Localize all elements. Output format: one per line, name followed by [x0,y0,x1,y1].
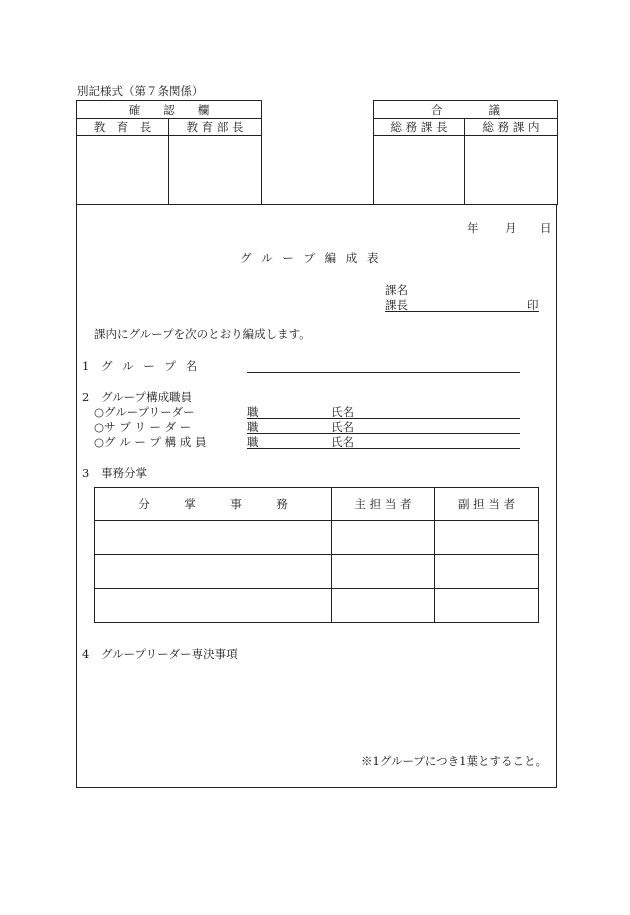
approval-seal-cell[interactable] [77,136,169,205]
duties-cell[interactable] [95,589,332,623]
item1-number: 1 [82,359,90,373]
position-label: 職 [247,435,259,449]
date-month: 月 [505,221,517,235]
position-label: 職 [247,420,259,434]
duties-cell[interactable] [332,521,435,555]
duties-cell[interactable] [332,589,435,623]
item2-label: グループ構成職員 [101,390,193,404]
seal-label: 印 [527,298,539,312]
duties-header-secondary: 副 担 当 者 [435,488,539,521]
duties-table [94,487,539,623]
group-name-line[interactable] [247,372,520,373]
section-name-label: 課名 [385,283,408,297]
role-member: ○グ ル ー プ 構 成 員 [94,435,207,449]
date-day: 日 [540,221,552,235]
approval-col-superintendent: 教 育 長 [77,119,169,136]
duties-cell[interactable] [95,521,332,555]
name-label: 氏名 [331,405,354,419]
approval-col-division-head: 教 育 部 長 [169,119,262,136]
consultation-table [373,100,558,205]
consultation-heading: 合 議 [374,101,558,119]
member-entry-line[interactable] [247,448,520,449]
approval-table [76,100,262,205]
role-subleader: ○サ ブ リ ー ダ ー [94,420,192,434]
duties-cell[interactable] [332,555,435,589]
section-chief-label: 課長 [385,298,408,312]
chief-signature-line[interactable] [385,311,539,312]
intro-text: 課内にグループを次のとおり編成します。 [94,327,311,341]
form-label: 別記様式（第７条関係） [77,84,204,98]
approval-heading: 確 認 欄 [77,101,262,119]
name-label: 氏名 [331,420,354,434]
duties-cell[interactable] [95,555,332,589]
consultation-col-staff: 総 務 課 内 [465,119,558,136]
form-title: グ ル ー プ 編 成 表 [240,251,379,265]
position-label: 職 [247,405,259,419]
consultation-seal-cell[interactable] [374,136,465,205]
subleader-entry-line[interactable] [247,433,520,434]
duties-cell[interactable] [435,589,539,623]
item3-number: 3 [82,466,90,480]
date-year: 年 [467,221,479,235]
duties-header-primary: 主 担 当 者 [332,488,435,521]
item3-label: 事務分掌 [101,466,147,480]
item4-number: 4 [82,647,90,661]
item2-number: 2 [82,390,90,404]
item4-label: グループリーダー専決事項 [101,647,238,661]
item1-label: グ ル ー プ 名 [101,359,198,373]
duties-header-tasks: 分 掌 事 務 [95,488,332,521]
duties-cell[interactable] [435,521,539,555]
role-leader: ○グループリーダー [94,405,195,419]
name-label: 氏名 [331,435,354,449]
footnote: ※1グループにつき1葉とすること。 [361,754,547,768]
leader-entry-line[interactable] [247,418,520,419]
consultation-seal-cell[interactable] [465,136,558,205]
consultation-col-chief: 総 務 課 長 [374,119,465,136]
approval-seal-cell[interactable] [169,136,262,205]
duties-cell[interactable] [435,555,539,589]
